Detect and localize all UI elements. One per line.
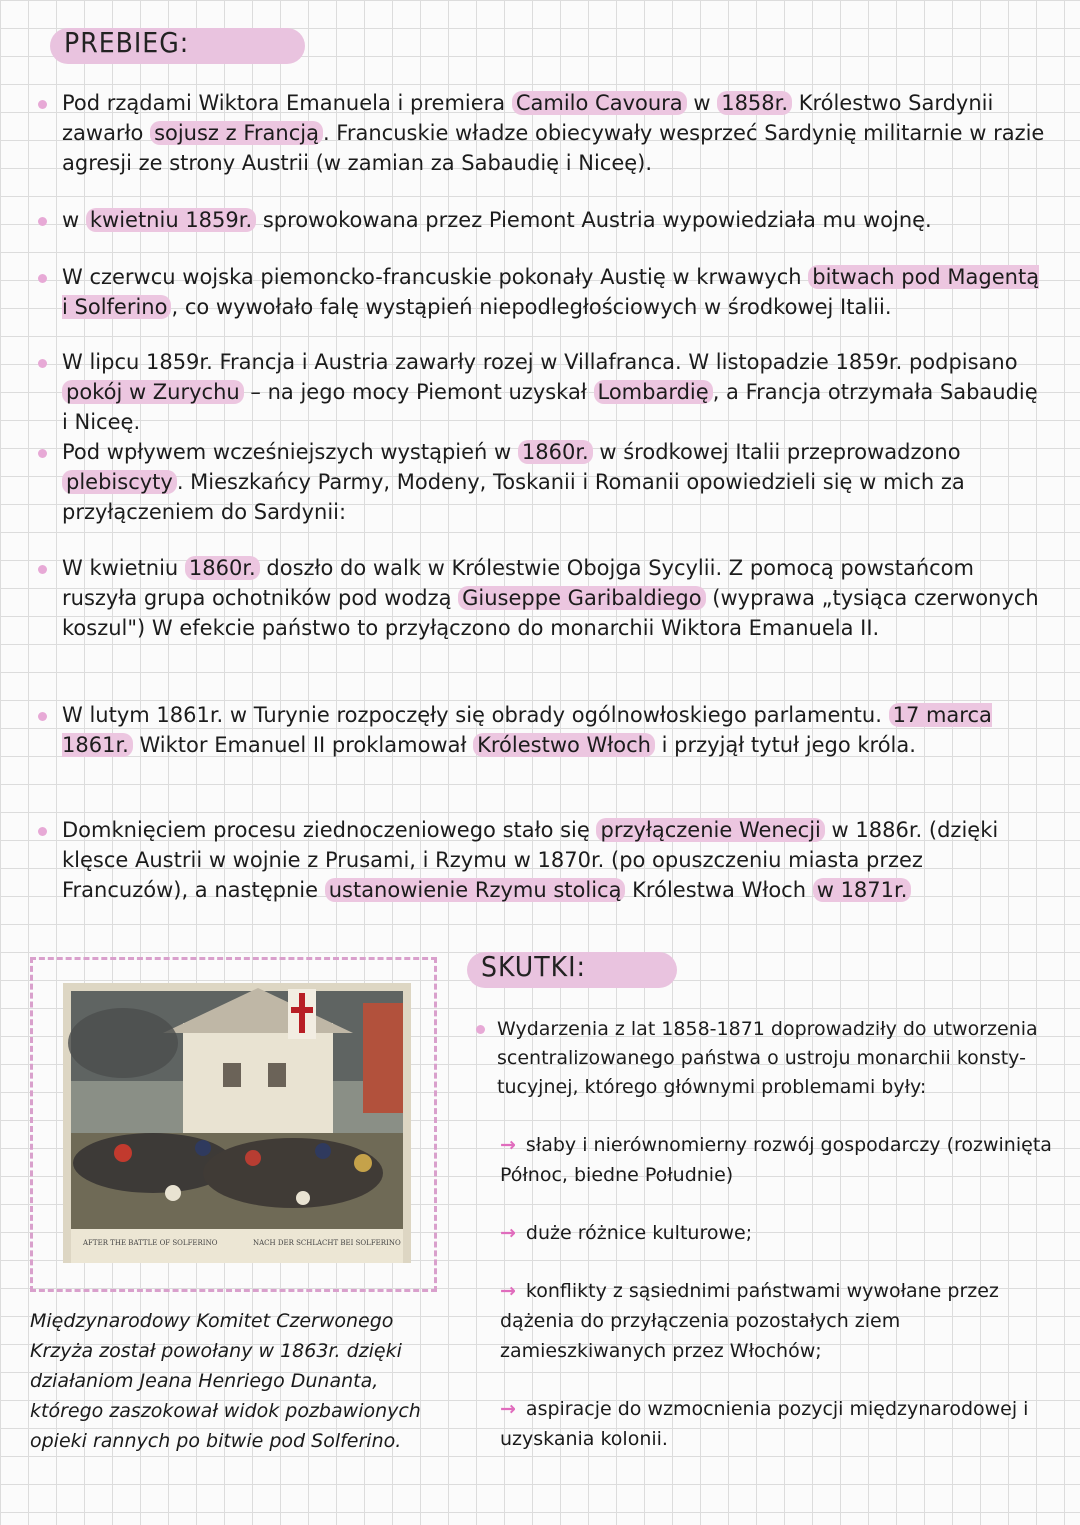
text-fragment: w środkowej Italii przeprowadzono — [592, 440, 961, 464]
painting-caption-en: AFTER THE BATTLE OF SOLFERINO — [83, 1239, 218, 1247]
text-fragment: Królestwa Włoch — [625, 878, 813, 902]
przebieg-bullet — [38, 274, 47, 283]
przebieg-item — [62, 347, 1047, 437]
skutki-item-text: aspiracje do wzmocnienia pozycji międzynarodowej i uzyskania kolonii. — [500, 1398, 1029, 1450]
text-fragment: W lipcu 1859r. Francja i Austria zawarły rozej w Villafranca. W listopadzie 1859r. podpisano — [62, 350, 1018, 374]
przebieg-bullet — [38, 359, 47, 368]
highlighted-term: Giuseppe Garibaldiego — [458, 586, 705, 610]
text-fragment: (wyprawa „tysiąca czerwonych koszul") W efekcie państwo to przyłączono do monarchii Wiktora Emanuela II. — [62, 586, 1039, 640]
highlighted-term: 17 marca 1861r. — [62, 703, 992, 757]
skutki-item — [500, 1394, 1060, 1454]
text-fragment: . Mieszkańcy Parmy, Modeny, Toskanii i Romanii opowiedzieli się w mich za przyłączeniem do Sardynii: — [62, 470, 965, 524]
przebieg-item — [62, 437, 1047, 527]
text-fragment: – na jego mocy Piemont uzyskał — [243, 380, 594, 404]
heading-przebieg-text: PREBIEG: — [64, 26, 190, 59]
text-fragment: , a Francja otrzymała Sabaudię i Niceę. — [62, 380, 1038, 434]
text-fragment: i przyjął tytuł jego króla. — [654, 733, 916, 757]
text-fragment: . Francuskie władze obiecywały wesprzeć Sardynię militarnie w razie agresji ze strony Austrii (w zamian za Sabaudię i Niceę). — [62, 121, 1045, 175]
przebieg-bullet — [38, 217, 47, 226]
highlighted-term: w 1871r. — [813, 878, 912, 902]
highlighted-term: 1858r. — [717, 91, 792, 115]
text-fragment: W kwietniu — [62, 556, 185, 580]
skutki-bullet — [476, 1025, 485, 1034]
highlighted-term: Lombardię — [594, 380, 713, 404]
skutki-item-text: konflikty z sąsiednimi państwami wywołane przez dążenia do przyłączenia pozostałych ziem zamieszkiwanych przez Włochów; — [500, 1280, 999, 1362]
przebieg-bullet — [38, 100, 47, 109]
skutki-item — [500, 1130, 1060, 1190]
text-fragment: doszło do walk w Królestwie Obojga Sycylii. Z pomocą powstańcom ruszyła grupa ochotników pod wodzą — [62, 556, 974, 610]
highlighted-term: 1860r. — [185, 556, 260, 580]
przebieg-bullet — [38, 712, 47, 721]
painting-caption-de: NACH DER SCHLACHT BEI SOLFERINO — [253, 1239, 401, 1247]
arrow-icon: → — [500, 1222, 516, 1244]
highlighted-term: sojusz z Francją — [150, 121, 323, 145]
highlighted-term: 1860r. — [518, 440, 593, 464]
arrow-icon: → — [500, 1280, 516, 1302]
heading-skutki-text: SKUTKI: — [481, 950, 587, 983]
skutki-item-text: słaby i nierównomierny rozwój gospodarczy (rozwinięta Północ, biedne Południe) — [500, 1134, 1052, 1186]
przebieg-item — [62, 700, 1047, 760]
text-fragment: W lutym 1861r. w Turynie rozpoczęły się obrady ogólnowłoskiego parlamentu. — [62, 703, 889, 727]
highlighted-term: kwietniu 1859r. — [86, 208, 256, 232]
skutki-item — [500, 1218, 1060, 1248]
highlighted-term: pokój w Zurychu — [62, 380, 244, 404]
text-fragment: sprowokowana przez Piemont Austria wypowiedziała mu wojnę. — [256, 208, 932, 232]
text-fragment: Domknięciem procesu ziednoczeniowego stało się — [62, 818, 597, 842]
przebieg-bullet — [38, 827, 47, 836]
text-fragment: w — [686, 91, 718, 115]
text-fragment: , co wywołało falę wystąpień niepodległościowych w środkowej Italii. — [171, 295, 892, 319]
arrow-icon: → — [500, 1398, 516, 1420]
highlighted-term: Camilo Cavoura — [512, 91, 687, 115]
skutki-item — [500, 1276, 1060, 1366]
skutki-item-text: duże różnice kulturowe; — [525, 1222, 753, 1244]
przebieg-item — [62, 262, 1047, 322]
skutki-intro: Wydarzenia z lat 1858-1871 doprowadziły do utworzenia scentralizowanego państwa o ustroju monarchii konsty-tucyjnej, którego głównymi problemami były: — [497, 1018, 1038, 1098]
text-fragment: W czerwcu wojska piemoncko-francuskie pokonały Austię w krwawych — [62, 265, 809, 289]
heading-skutki — [467, 950, 586, 983]
przebieg-bullet — [38, 565, 47, 574]
highlighted-term: plebiscyty — [62, 470, 177, 494]
highlighted-term: Królestwo Włoch — [473, 733, 655, 757]
text-fragment: Pod rządami Wiktora Emanuela i premiera — [62, 91, 512, 115]
text-fragment: Wiktor Emanuel II proklamował — [132, 733, 474, 757]
przebieg-item — [62, 815, 1047, 905]
photo-caption: Międzynarodowy Komitet Czerwonego Krzyża został powołany w 1863r. dzięki działaniom Jeana Henriego Dunanta, którego zaszokował widok pozbawionych opieki rannych po bitwie pod Solferino. — [30, 1310, 421, 1452]
przebieg-item — [62, 553, 1047, 643]
text-fragment: w — [62, 208, 86, 232]
przebieg-item — [62, 205, 1047, 235]
przebieg-item — [62, 88, 1047, 178]
arrow-icon: → — [500, 1134, 516, 1156]
highlighted-term: bitwach pod Magentą i Solferino — [62, 265, 1040, 319]
battle-painting — [63, 983, 411, 1263]
battle-painting-image — [63, 983, 411, 1263]
przebieg-bullet — [38, 449, 47, 458]
heading-przebieg — [50, 26, 189, 59]
text-fragment: Pod wpływem wcześniejszych wystąpień w — [62, 440, 518, 464]
highlighted-term: przyłączenie Wenecji — [596, 818, 824, 842]
text-fragment: Królestwo Sardynii zawarło — [62, 91, 994, 145]
highlighted-term: ustanowienie Rzymu stolicą — [325, 878, 626, 902]
text-fragment: w 1886r. (dzięki klęsce Austrii w wojnie z Prusami, i Rzymu w 1870r. (po opuszczeniu miasta przez Francuzów), a następnie — [62, 818, 999, 902]
